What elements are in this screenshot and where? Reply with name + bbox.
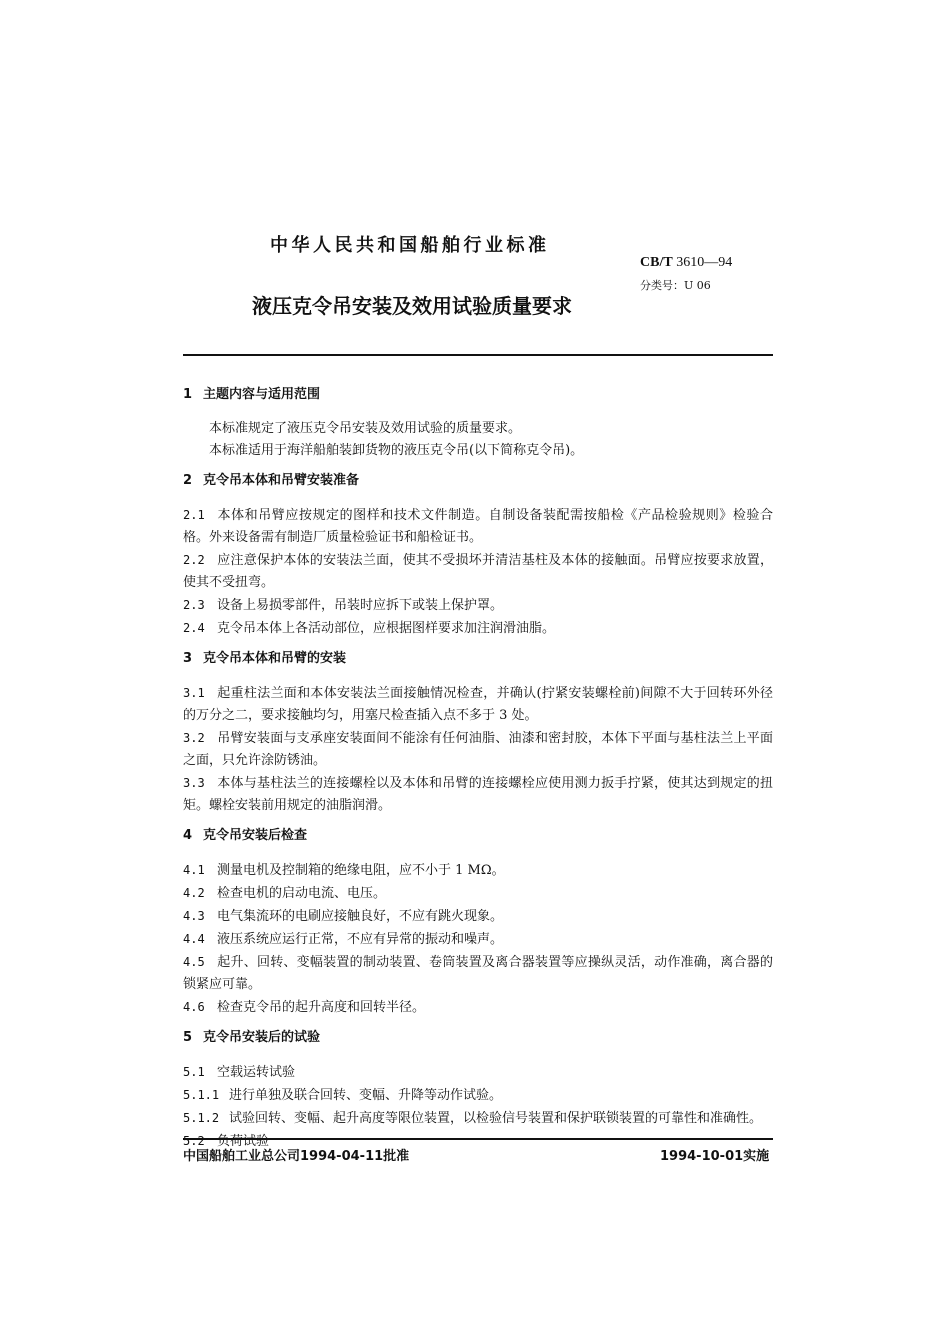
clause (183, 928, 773, 951)
clause-number: 4.2 (183, 886, 205, 900)
clause-number: 4.5 (183, 955, 205, 969)
clause (183, 617, 773, 640)
clause (183, 1084, 773, 1107)
section-number: 3 (183, 651, 193, 666)
classification-code: 分类号：U 06 (640, 279, 711, 292)
clause (183, 1107, 773, 1130)
clause (183, 772, 773, 817)
document-title: 液压克令吊安装及效用试验质量要求 (252, 294, 572, 318)
section-number: 2 (183, 473, 193, 488)
clause-text: 液压系统应运行正常，不应有异常的振动和噪声。 (217, 932, 504, 947)
section-title: 主题内容与适用范围 (203, 387, 321, 402)
clause-number: 5.2 (183, 1134, 205, 1148)
clause (183, 882, 773, 905)
standard-prefix: CB/T (640, 255, 673, 270)
clause-text: 克令吊本体上各活动部位，应根据图样要求加注润滑油脂。 (217, 621, 556, 636)
clause-text: 起重柱法兰面和本体安装法兰面接触情况检查，并确认(拧紧安装螺栓前)间隙不大于回转环外径的万分之二，要求接触均匀，用塞尺检查插入点不多于 3 处。 (183, 686, 773, 723)
document-body (183, 384, 773, 1153)
section-title: 克令吊本体和吊臂安装准备 (203, 473, 360, 488)
clause-text: 设备上易损零部件，吊装时应拆下或装上保护罩。 (217, 598, 504, 613)
footer-divider (183, 1138, 773, 1140)
approval-note: 中国船舶工业总公司1994-04-11批准 (183, 1149, 410, 1164)
section-heading (183, 1027, 773, 1049)
clause-text: 检查克令吊的起升高度和回转半径。 (217, 1000, 426, 1015)
clause-number: 5.1 (183, 1065, 205, 1079)
clause-text: 检查电机的启动电流、电压。 (217, 886, 387, 901)
section-title: 克令吊安装后的试验 (203, 1030, 321, 1045)
org-title: 中华人民共和国船舶行业标准 (270, 235, 550, 256)
clause-text: 本体与基柱法兰的连接螺栓以及本体和吊臂的连接螺栓应使用测力扳手拧紧，使其达到规定的扭矩。螺栓安装前用规定的油脂润滑。 (183, 776, 773, 813)
section-title: 克令吊本体和吊臂的安装 (203, 651, 347, 666)
clause-number: 4.6 (183, 1000, 205, 1014)
clause-text: 电气集流环的电刷应接触良好，不应有跳火现象。 (217, 909, 504, 924)
clause-text: 起升、回转、变幅装置的制动装置、卷筒装置及离合器装置等应操纵灵活，动作准确，离合器的锁紧应可靠。 (183, 955, 773, 992)
clause-number: 2.1 (183, 508, 205, 522)
clause (183, 594, 773, 617)
clause-number: 4.1 (183, 863, 205, 877)
clause-number: 4.3 (183, 909, 205, 923)
standard-number: 3610—94 (676, 255, 733, 270)
clause-text: 吊臂安装面与支承座安装面间不能涂有任何油脂、油漆和密封胶，本体下平面与基柱法兰上平面之面，只允许涂防锈油。 (183, 731, 773, 768)
clause (183, 1061, 773, 1084)
clause-number: 2.4 (183, 621, 205, 635)
section-heading (183, 648, 773, 670)
clause (183, 996, 773, 1019)
clause (183, 549, 773, 594)
clause (183, 727, 773, 772)
standard-code (640, 255, 732, 271)
clause-text: 空载运转试验 (217, 1065, 296, 1080)
clause (183, 504, 773, 549)
clause-number: 3.2 (183, 731, 205, 745)
clause-number: 5.1.2 (183, 1111, 220, 1125)
clause (183, 951, 773, 996)
section-number: 5 (183, 1030, 193, 1045)
clause-text: 负荷试验 (217, 1134, 270, 1149)
clause (183, 905, 773, 928)
clause-text: 本体和吊臂应按规定的图样和技术文件制造。自制设备装配需按船检《产品检验规则》检验合格。外来设备需有制造厂质量检验证书和船检证书。 (183, 508, 773, 545)
effective-date: 1994-10-01实施 (660, 1149, 770, 1164)
section-heading (183, 470, 773, 492)
clause-number: 2.2 (183, 553, 205, 567)
section-number: 4 (183, 828, 193, 843)
clause-text: 应注意保护本体的安装法兰面，使其不受损坏并清洁基柱及本体的接触面。吊臂应按要求放置，使其不受扭弯。 (183, 553, 773, 590)
section-number: 1 (183, 387, 193, 402)
clause-number: 5.1.1 (183, 1088, 220, 1102)
paragraph: 本标准规定了液压克令吊安装及效用试验的质量要求。 (209, 421, 522, 436)
clause-text: 试验回转、变幅、起升高度等限位装置，以检验信号装置和保护联锁装置的可靠性和准确性。 (229, 1111, 763, 1126)
clause-number: 3.3 (183, 776, 205, 790)
clause-number: 4.4 (183, 932, 205, 946)
clause-number: 3.1 (183, 686, 205, 700)
section-heading (183, 825, 773, 847)
section-title: 克令吊安装后检查 (203, 828, 308, 843)
clause (183, 682, 773, 727)
header-divider (183, 354, 773, 356)
clause-text: 进行单独及联合回转、变幅、升降等动作试验。 (229, 1088, 503, 1103)
paragraph: 本标准适用于海洋船舶装卸货物的液压克令吊(以下简称克令吊)。 (209, 443, 584, 458)
clause (183, 859, 773, 882)
section-heading (183, 384, 773, 406)
clause-text: 测量电机及控制箱的绝缘电阻，应不小于 1 MΩ。 (217, 863, 505, 878)
clause-number: 2.3 (183, 598, 205, 612)
